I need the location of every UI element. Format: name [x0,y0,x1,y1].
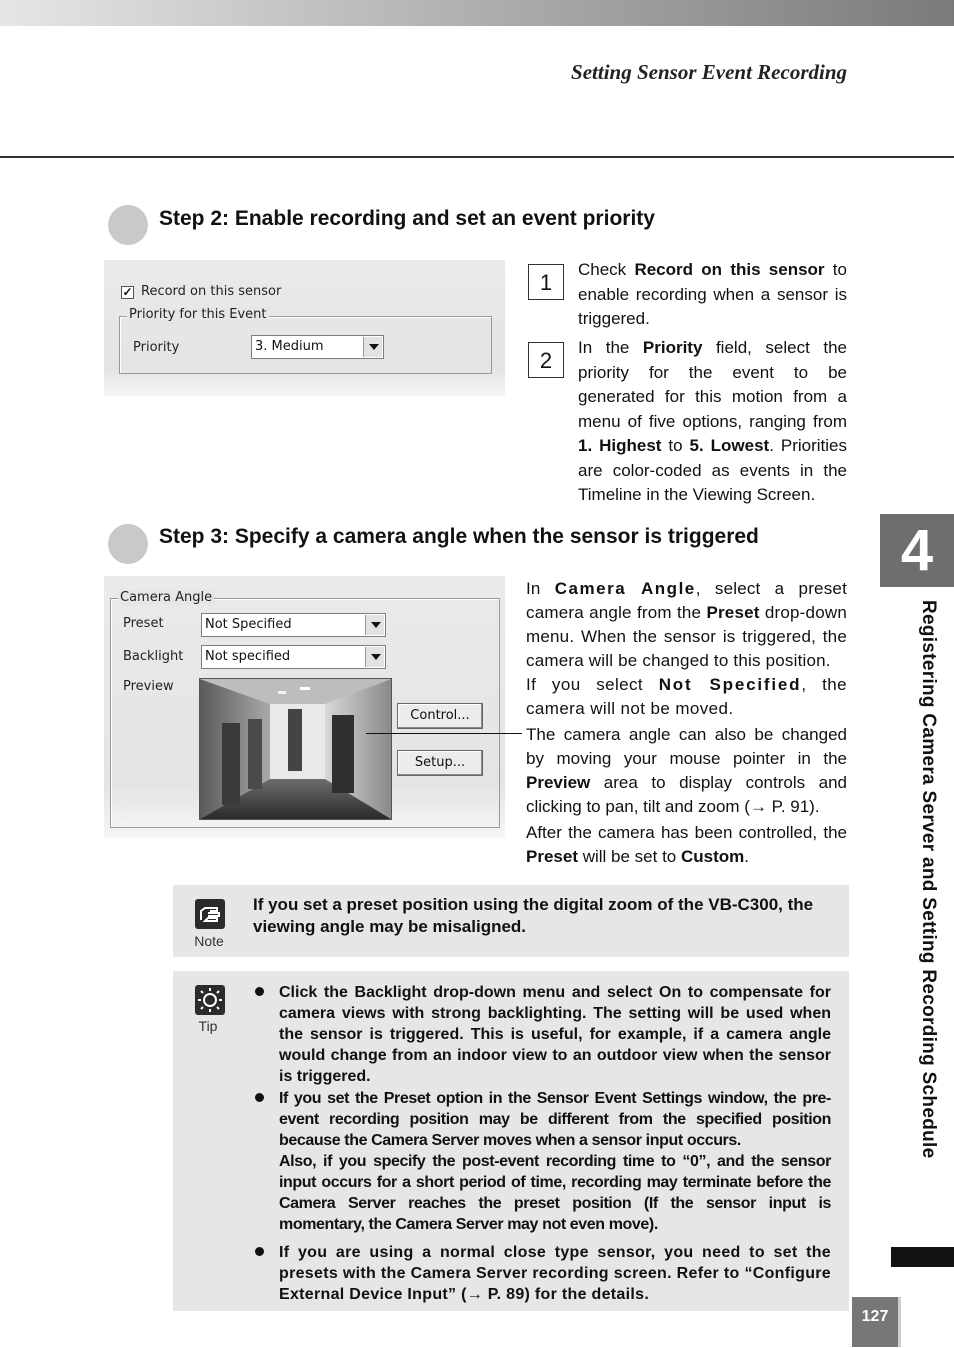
tip-lightbulb-icon [195,985,225,1015]
step2-item2-text: In the Priority field, select the priority for the event to be generated for this motion from a menu of five options, ranging from 1. Highest to 5. Lowest. Priorities are color-coded as events in the Timeline in the Viewing Screen. [578,338,848,504]
tip-bullet-3: If you are using a normal close type sensor, you need to set the presets with the Camera Server recording screen. Refer to “Configure External Device Input” (→ P. 89) for the details. [279,1244,831,1303]
tip-bullet-2-continuation: Also, if you specify the post-event recording time to “0”, and the sensor input occurs for a short period of time, recording may terminate before the Camera Server reaches the preset position (If the sensor input is momentary, the Camera Server may not even move). [279,1153,831,1233]
setup-button[interactable]: Setup... [397,750,483,776]
priority-dropdown[interactable] [251,335,384,359]
note-hand-icon [195,899,225,929]
tip-bullet-1: Click the Backlight drop-down menu and select On to compensate for camera views with strong backlighting. The setting will be used when the sensor is triggered. This is useful, for example, if a camera angle would change from an indoor view to an outdoor view when the sensor is triggered. [279,984,831,1085]
note-text: If you set a preset position using the digital zoom of the VB-C300, the viewing angle may be misaligned. [253,895,814,936]
bullet-dot [255,1093,264,1102]
arrow-right-icon: → [749,797,767,816]
priority-group-label: Priority for this Event [129,307,267,322]
preset-dropdown[interactable] [201,613,386,637]
camera-angle-screenshot [104,576,505,838]
callout-leader-line [366,733,522,734]
record-sensor-checkbox[interactable]: ✓ [122,285,133,299]
tip-label: Tip [198,1018,218,1034]
tip-bullet-2: If you set the Preset option in the Sensor Event Settings window, the pre-event recording position may be different from the specified position because the Camera Server moves when a sensor input occurs. Also, if you specify the post-event recording time to “0”, and the sensor input occurs for a short period of time, recording may terminate before the Camera Server reaches the preset position (If the sensor input is momentary, the Camera Server may not even move). [279,1090,831,1233]
step3-body-text [526,577,847,869]
step3-para3: The camera angle can also be changed by moving your mouse pointer in the Preview area to display controls and clicking to pan, tilt and zoom (→ P. 91). [526,725,847,816]
tip-box [173,971,849,1311]
hallway-preview-picture [200,679,391,819]
step-bullet-circle [108,205,148,245]
step2-item1-text: Check Record on this sensor to enable recording when a sensor is triggered. [578,260,847,328]
backlight-value: Not specified [205,649,291,664]
backlight-dropdown[interactable] [201,645,386,669]
priority-label: Priority [133,340,180,355]
step3-para2: If you select Not Specified, the camera will not be moved. [526,675,847,718]
camera-preview-image[interactable] [199,678,392,820]
note-box [173,885,849,957]
preview-label: Preview [123,679,174,694]
chevron-down-icon[interactable] [363,337,382,357]
backlight-label: Backlight [123,649,184,664]
priority-value: 3. Medium [255,339,324,354]
page-number: 127 [852,1297,898,1347]
step3-para1: In Camera Angle, select a preset camera angle from the Preset drop-down menu. When the sensor is triggered, the camera will be changed to this position. [526,579,847,670]
control-button[interactable]: Control... [397,703,483,729]
preset-label: Preset [123,616,164,631]
record-sensor-label: Record on this sensor [141,284,282,299]
step-number-1: 1 [528,264,564,300]
running-head: Setting Sensor Event Recording [571,60,847,84]
header-rule [0,156,954,158]
step2-title: Step 2: Enable recording and set an event priority [159,207,655,230]
step3-title: Step 3: Specify a camera angle when the sensor is triggered [159,525,759,548]
step-number-2: 2 [528,342,564,378]
bullet-dot [255,987,264,996]
chapter-title: Registering Camera Server and Setting Recording Schedule [918,600,939,1159]
step3-para4: After the camera has been controlled, the Preset will be set to Custom. [526,823,847,866]
side-marker [891,1247,954,1267]
chevron-down-icon[interactable] [365,647,384,667]
preset-value: Not Specified [205,617,292,632]
camera-angle-group-label: Camera Angle [120,590,213,605]
step-bullet-circle [108,524,148,564]
bullet-dot [255,1247,264,1256]
note-label: Note [194,933,224,949]
priority-settings-screenshot [104,260,505,396]
header-bar [0,0,954,26]
chapter-number-tab: 4 [880,514,954,587]
chevron-down-icon[interactable] [365,615,384,635]
